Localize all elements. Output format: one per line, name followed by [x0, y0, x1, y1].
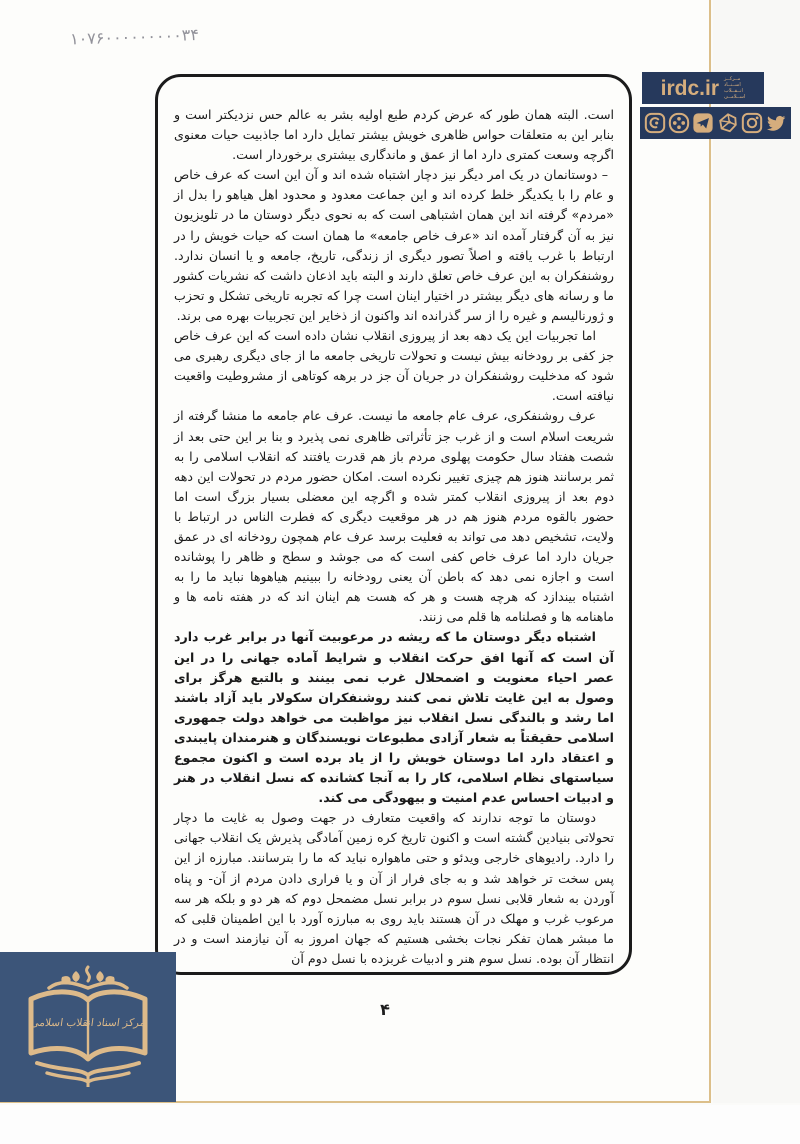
handwritten-archive-number: ۱۰۷۶۰۰۰۰۰۰۰۰۰۳۴ [69, 24, 200, 49]
irdc-logo-banner[interactable] [642, 72, 764, 104]
telegram-icon[interactable] [692, 112, 715, 135]
irdc-site-label[interactable]: irdc.ir [660, 76, 720, 100]
paragraph-3: اما تجربیات این یک دهه بعد از پیروزی انقلاب نشان داده است که این عرف خاص جز کفی بر رودخانه بیش نیست و تحولات تاریخی جامعه ما از جای دیگری رهبری می شود که مدخلیت روشنفکران در جریان آن جز در برهه کوتاهی از مشروطیت واقعیت نیافته است. [174, 328, 614, 404]
twitter-icon[interactable] [765, 112, 788, 135]
bale-icon[interactable] [716, 112, 739, 135]
page-bottom-margin [0, 1105, 800, 1144]
paragraph-6: دوستان ما توجه ندارند که واقعیت متعارف در جهت وصول به غایت ما دچار تحولاتی بنیادین گشته است و اکنون تاریخ کره زمین آمادگی پذیرش یک انقلاب جهانی را دارد. رادیوهای خارجی ویدئو و حتی ماهواره نباید که ما را بترسانند. مبارزه از این پس سخت تر خواهد شد و به جای فرار از آن و یا فراری دادن مردم از آن- و پناه آوردن به شعار قلابی نسل سوم در برابر نسل مضمحل دوم که هر دو و بلکه هر سه مرعوب غرب و مهلک در آن هستند باید روی به مبارزه آورد با این اطمینان قلبی که ما مبشر همان تفکر نجات بخشی هستیم که جهان امروز به آن نیازمند است و در انتظار آن بوده. نسل سوم هنر و ادبیات غربزده با نسل دوم آن [174, 810, 614, 966]
social-media-bar [640, 107, 791, 139]
aparat-icon[interactable] [643, 112, 666, 135]
paragraph-1: است. البته همان طور که عرض کردم طبع اولیه بشر به عالم حس نزدیکتر است و بنابر این به متعلقات حواس ظاهری خویش بیشتر تمایل دارد اما جاذبیت حیات معنوی اگرچه وسعت کمتری دارد اما از عمق و ماندگاری بیشتری برخوردار است. [174, 107, 614, 163]
footer-org-name: مرکز اسناد انقلاب اسلامی [29, 1017, 147, 1029]
paragraph-4: عرف روشنفکری، عرف عام جامعه ما نیست. عرف عام جامعه ما منشا گرفته از شریعت اسلام است و از غرب جز تأثراتی ظاهری نمی پذیرد و بنا بر این حتی بعد از شصت هفتاد سال حکومت پهلوی مردم باز هم قدرت یافتند که انقلاب اسلامی را به ثمر برسانند هنوز هم چیزی تغییر نکرده است. امکان حضور مردم در تحولات این دهه دوم بعد از پیروزی انقلاب کمتر شده و اگرچه این معضلی بسیار بزرگ است اما حضور بالقوه مردم هنوز هم در هر موقعیت دیگری که فطرت الناس در ارتباط با ولایت، تشخیص دهد می تواند به فعلیت برسد عرف عام همچون رودخانه ای در عمق جریان دارد اما عرف خاص کفی است که می جوشد و سطح و ظاهر را پوشانده است و اجازه نمی دهد که باطن آن یعنی رودخانه را ببینیم هیاهوها نباید ما را به اشتباه بیندازد که هرچه هست و هر که هست هم اینان اند که در هفته نامه ها و ماهنامه ها و فصلنامه ها قلم می زنند. [174, 408, 614, 625]
document-text-block [155, 74, 632, 975]
instagram-icon[interactable] [741, 112, 764, 135]
irdc-footer-logo [0, 952, 176, 1102]
paragraph-5-bold: اشتباه دیگر دوستان ما که ریشه در مرعوبیت آنها در برابر غرب دارد آن است که آنها افق حرکت انقلاب و شرایط آماده جهانی را در این عصر احیاء معنویت و اضمحلال غرب نمی بینند و بالتبع هرگز برای وصول به این غایت تلاش نمی کنند روشنفکران سکولار باید آزاد باشند اما رشد و بالندگی نسل انقلاب نیز مواظبت می خواهد دولت جمهوری اسلامی حقیقتاً به شعار آزادی مطبوعات نویسندگان و هنرمندان پایبندی و اعتقاد دارد اما دوستان خویش را از یاد برده است و اکنون مجموع سیاستهای نظام اسلامی، کار را به آنجا کشانده که نسل انقلاب در هنر و ادبیات احساس عدم امنیت و بیهودگی می کند. [174, 629, 614, 806]
page-number: ۴ [380, 1000, 390, 1019]
paragraph-2: – دوستانمان در یک امر دیگر نیز دچار اشتباه شده اند و آن این است که عرف خاص و عام را با یکدیگر خلط کرده اند و این جماعت معدود و محدود اهل هیاهو را بدل از «مردم» گرفته اند این همان اشتباهی است که به نحوی دیگر دوستان ما در تلویزیون نیز به آن گرفتار آمده اند «عرف خاص جامعه» ما همان است که حیات خویش را در ارتباط با غرب یافته و اصلاً تصور دیگری از زندگی، تاریخ، جامعه و یا انسان ندارد. روشنفکران به این عرف خاص تعلق دارند و البته باید اذعان داشت که نشریات کشور ما و رسانه های دیگر بیشتر در اختیار اینان است چرا که تجربه تاریخی تشکل و تحزب و ژورنالیسم و غیره را از سر گذرانده اند واکنون از ذخایر این تجربیات بهره می برند. [174, 167, 614, 323]
open-book-emblem-icon [13, 961, 163, 1093]
document-text [174, 105, 614, 969]
film-reel-icon[interactable] [667, 112, 690, 135]
irdc-org-name: مــرکــز اســنــاد انــقــلاب اســلامــی [724, 76, 746, 100]
page-right-margin [713, 0, 800, 1103]
